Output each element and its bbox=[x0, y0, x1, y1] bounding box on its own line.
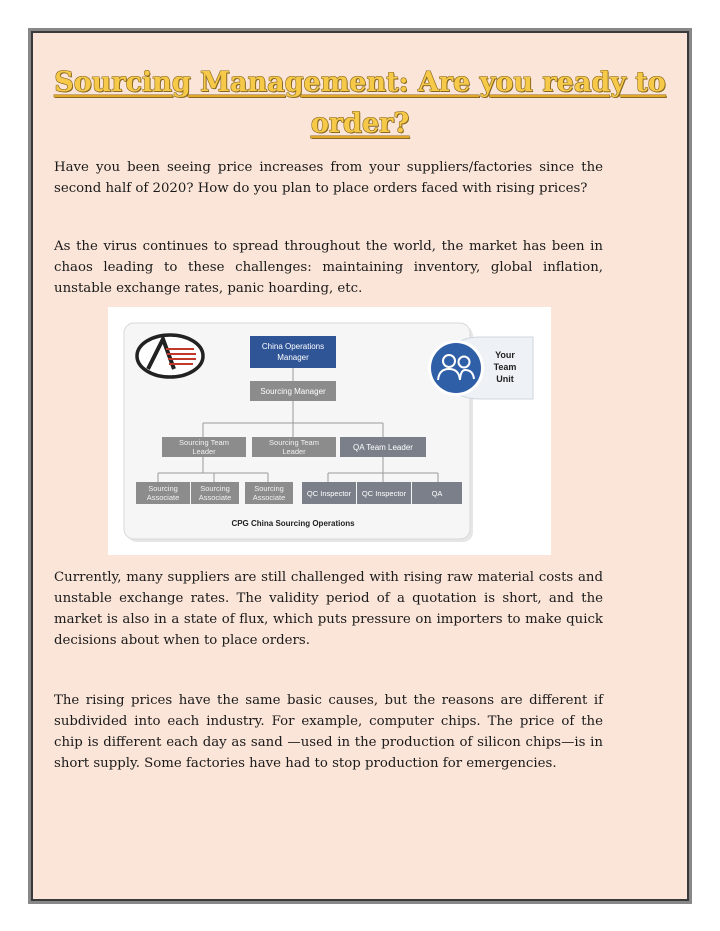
page-title: Sourcing Management: Are you ready to order? bbox=[54, 67, 666, 139]
sourcing-associate-box-3 bbox=[245, 482, 293, 504]
sourcing-team-leader-box-2 bbox=[252, 437, 336, 457]
sourcing-team-leader-box-1 bbox=[162, 437, 246, 457]
team-leader-2-line2: Leader bbox=[282, 447, 306, 456]
org-chart-image bbox=[108, 307, 551, 555]
company-logo-icon bbox=[137, 335, 203, 377]
qc-inspector-2-label: QC Inspector bbox=[361, 489, 407, 498]
associate-1-line2: Associate bbox=[146, 493, 180, 502]
team-leader-1-line1: Sourcing Team bbox=[179, 438, 229, 447]
associate-3-line1: Sourcing bbox=[254, 484, 284, 493]
associate-2-line2: Associate bbox=[198, 493, 232, 502]
org-chart bbox=[108, 307, 551, 555]
team-leader-1-line2: Leader bbox=[192, 447, 216, 456]
qa-team-leader-box bbox=[340, 437, 426, 457]
badge-line-2: Team bbox=[493, 362, 517, 372]
associate-1-line1: Sourcing bbox=[148, 484, 178, 493]
sourcing-associate-box-2 bbox=[191, 482, 239, 504]
qc-inspector-box-2 bbox=[357, 482, 411, 504]
chart-caption: CPG China Sourcing Operations bbox=[231, 519, 355, 528]
badge-line-1: Your bbox=[495, 350, 515, 360]
paragraph-intro: Have you been seeing price increases from your suppliers/factories since the second half of 2020? How do you plan to place orders faced with rising prices? bbox=[54, 160, 603, 196]
qa-team-leader-label: QA Team Leader bbox=[353, 443, 413, 452]
associate-3-line2: Associate bbox=[252, 493, 286, 502]
qa-label: QA bbox=[431, 489, 443, 498]
qc-inspector-1-label: QC Inspector bbox=[306, 489, 352, 498]
qa-box bbox=[412, 482, 462, 504]
associate-2-line1: Sourcing bbox=[200, 484, 230, 493]
team-leader-2-line1: Sourcing Team bbox=[269, 438, 319, 447]
team-icon bbox=[431, 343, 481, 393]
paragraph-rising-prices: The rising prices have the same basic causes, but the reasons are different if subdivided into each industry. For example, computer chips. The price of the chip is different each day as sand —used in the production of silicon chips—is in short supply. Some factories have had to stop production for emergencies. bbox=[54, 693, 603, 771]
china-operations-manager-box bbox=[250, 336, 336, 368]
team-unit-badge bbox=[428, 337, 533, 399]
qc-inspector-box-1 bbox=[302, 482, 356, 504]
china-operations-label: China Operations bbox=[261, 342, 325, 351]
manager-label: Manager bbox=[277, 353, 309, 362]
paragraph-virus: As the virus continues to spread throughout the world, the market has been in chaos leading to these challenges: maintaining inventory, global inflation, unstable exchange rates, panic hoarding, etc. bbox=[54, 239, 603, 296]
paragraph-suppliers: Currently, many suppliers are still challenged with rising raw material costs and unstable exchange rates. The validity period of a quotation is short, and the market is also in a state of flux, which puts pressure on importers to make quick decisions about when to place orders. bbox=[54, 570, 603, 648]
sourcing-manager-label: Sourcing Manager bbox=[260, 387, 326, 396]
sourcing-manager-box bbox=[250, 381, 336, 401]
sourcing-associate-box-1 bbox=[136, 482, 190, 504]
badge-line-3: Unit bbox=[496, 374, 514, 384]
